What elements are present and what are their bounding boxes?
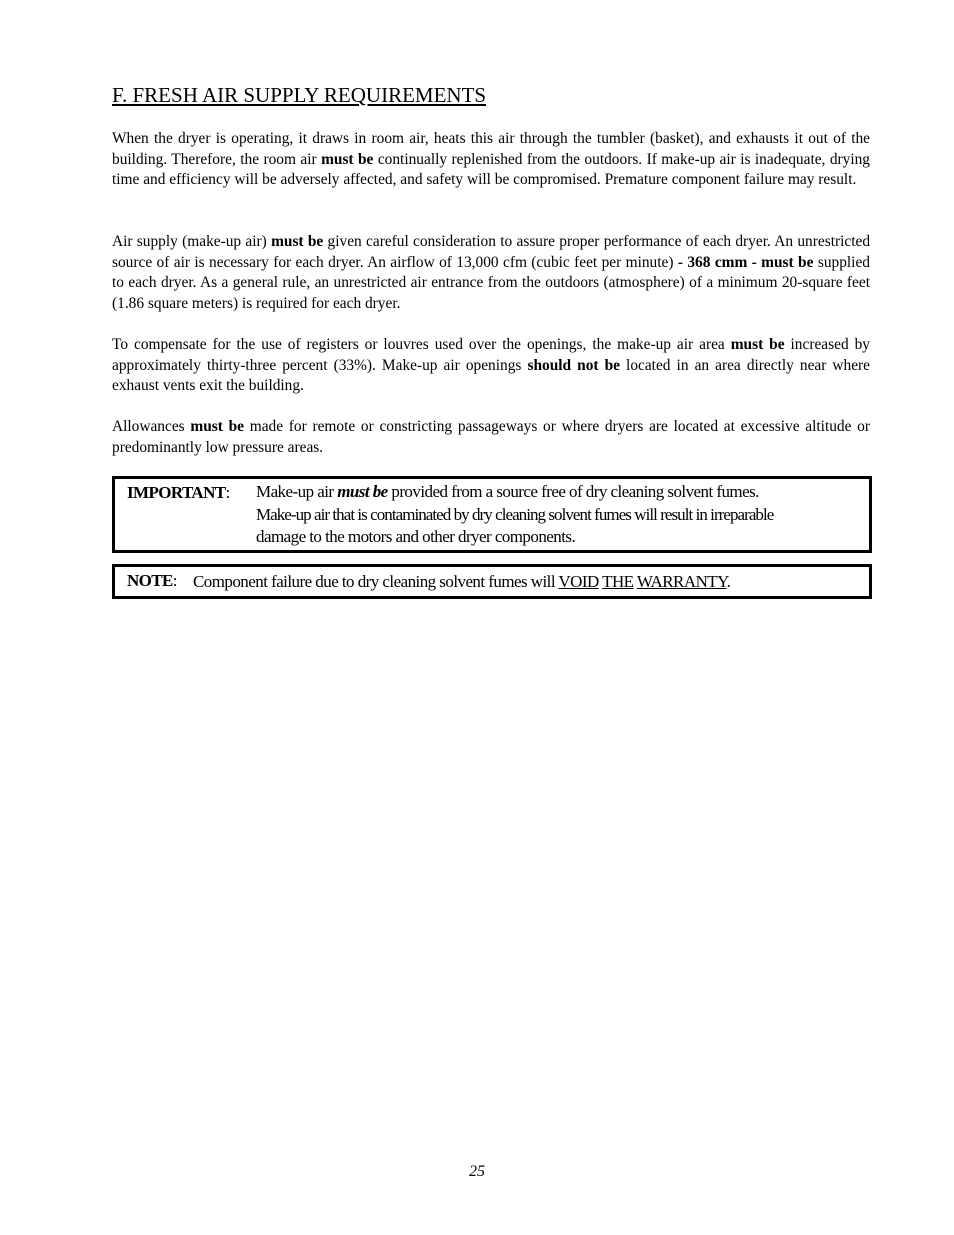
text: provided from a source free of dry cleaning solvent fumes. (387, 482, 759, 501)
text: continually replenished from the outdoors. If make-up air is inadequate, drying time and efficiency will be adversely affected, and safety will be compromised. Premature component failure may result. (112, 150, 871, 189)
emphasis: must be (730, 336, 785, 353)
important-label-text: IMPORTANT (127, 483, 226, 502)
text: made for remote or constricting passageways or where dryers are located at excessive altitude or predominantly low pressure areas. (112, 418, 870, 456)
colon: : (225, 483, 230, 502)
text: Component failure due to dry cleaning solvent fumes will (193, 572, 559, 591)
important-line-3: damage to the motors and other dryer components. (256, 527, 576, 546)
note-label (127, 571, 177, 591)
text: Air supply (make-up air) (112, 233, 272, 250)
important-notice-box (112, 476, 872, 553)
important-label (127, 483, 230, 503)
page-number: 25 (469, 1163, 485, 1180)
emphasis: must be (337, 482, 388, 501)
paragraph-allowances (112, 417, 870, 458)
emphasis: - 368 cmm - must be (677, 253, 814, 271)
note-label-text: NOTE (127, 571, 173, 590)
emphasis: should not be (527, 356, 620, 374)
note-text (193, 571, 730, 594)
important-line-2: Make-up air that is contaminated by dry cleaning solvent fumes will result in irreparable (256, 504, 774, 524)
paragraph-registers-louvres (112, 335, 870, 397)
text: To compensate for the use of registers or louvres used over the openings, the make-up air area (112, 336, 731, 353)
text: given careful consideration to assure proper performance of each dryer. An unrestricted source of air is necessary for each dryer. An airflow of 13,000 cfm (cubic feet per minute) (112, 233, 871, 271)
underlined-the: THE (602, 572, 634, 591)
section-heading: F. FRESH AIR SUPPLY REQUIREMENTS (112, 83, 487, 107)
colon: : (172, 571, 177, 590)
important-line-1 (256, 481, 773, 504)
warranty-note-box (112, 564, 872, 599)
text: located in an area directly near where exhaust vents exit the building. (112, 356, 871, 395)
emphasis: must be (190, 418, 244, 435)
underlined-warranty: WARRANTY (636, 572, 727, 591)
text: When the dryer is operating, it draws in room air, heats this air through the tumbler (basket), and exhausts it out of the building. Therefore, the room air (112, 130, 870, 168)
paragraph-make-up-air-intro (112, 129, 870, 191)
text: increased by approximately thirty-three percent (33%). Make-up air openings (112, 336, 870, 374)
important-text (256, 481, 773, 549)
paragraph-air-supply (112, 232, 870, 314)
text: supplied to each dryer. As a general rule, an unrestricted air entrance from the outdoors (atmosphere) of a minimum 20-square feet (1.86 square meters) is required for each dryer. (112, 253, 870, 312)
emphasis: must be (321, 150, 374, 168)
period: . (726, 572, 731, 591)
underlined-void: VOID (558, 572, 599, 591)
text: Make-up air (256, 482, 338, 501)
text: Allowances (112, 418, 191, 435)
emphasis: must be (271, 233, 324, 250)
